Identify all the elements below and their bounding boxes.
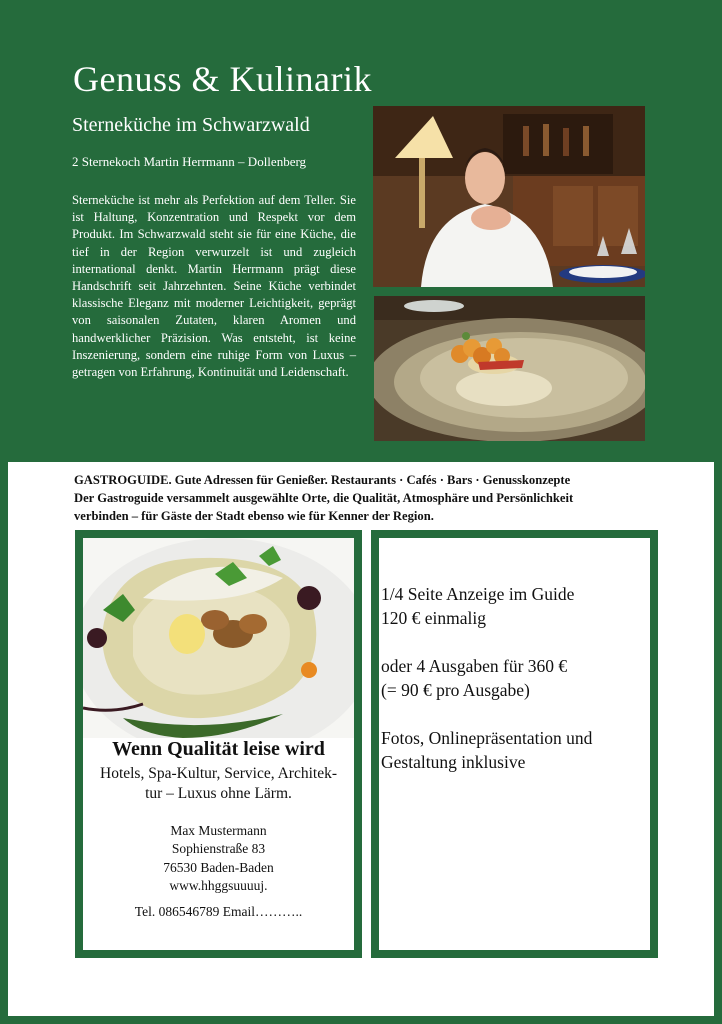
page-title: Genuss & Kulinarik — [73, 59, 372, 99]
ad-pricing-card — [371, 530, 658, 958]
card-description — [89, 764, 348, 804]
ad-line-4: (= 90 € pro Ausgabe) — [381, 680, 530, 700]
card-desc-line-1: Hotels, Spa-Kultur, Service, Architek- — [100, 765, 337, 782]
header-section — [0, 0, 722, 460]
contact-name: Max Mustermann — [170, 823, 267, 838]
ad-line-1: 1/4 Seite Anzeige im Guide — [381, 584, 575, 604]
ad-line-6: Gestaltung inklusive — [381, 752, 526, 772]
guide-line-1: GASTROGUIDE. Gute Adressen für Genießer. Restaurants · Cafés · Bars · Genusskonzepte — [74, 473, 571, 487]
dish-photo-top — [374, 296, 645, 441]
contact-phone-email: Tel. 086546789 Email……….. — [134, 904, 303, 919]
dish-photo-card — [83, 538, 354, 738]
ad-pricing-text — [381, 582, 651, 798]
contact-city: 76530 Baden-Baden — [163, 859, 274, 875]
contact-street: Sophienstraße 83 — [171, 841, 266, 857]
ad-line-2: 120 € einmalig — [381, 608, 486, 628]
chef-photo — [373, 106, 645, 287]
guide-line-3: verbinden – für Gäste der Stadt ebenso wie für Kenner der Region. — [74, 508, 434, 523]
ad-line-3: oder 4 Ausgaben für 360 € — [381, 656, 568, 676]
card-heading: Wenn Qualität leise wird — [112, 738, 325, 760]
gastroguide-intro — [74, 472, 694, 525]
listing-card — [75, 530, 362, 958]
card-desc-line-2: tur – Luxus ohne Lärm. — [145, 785, 292, 802]
ad-line-5: Fotos, Onlinepräsentation und — [381, 728, 593, 748]
intro-text: Sterneküche ist mehr als Perfektion auf dem Teller. Sie ist Haltung, Konzentration und Respekt vor dem Produkt. Im Schwarzwald steht sie für eine Küche, die tief in der Region verwurzelt ist und zugleich international denkt. Martin Herrmann prägt diese Handschrift seit Jahrzehnten. Seine Küche verbindet klassische Eleganz mit moderner Leichtigkeit, geprägt von saisonalen Zutaten, klaren Aromen und handwerklicher Präzision. Was entsteht, ist keine Inszenierung, sondern eine ruhige Form von Luxus – getragen von Erfahrung, Kontinuität und Leidenschaft. — [72, 193, 356, 380]
contact-block — [83, 822, 354, 895]
guide-line-2: Der Gastroguide versammelt ausgewählte Orte, die Qualität, Atmosphäre und Persönlichkeit — [74, 490, 574, 505]
page-subtitle: Sterneküche im Schwarzwald — [72, 114, 310, 136]
contact-website[interactable]: www.hhggsuuuuj. — [169, 877, 268, 893]
chef-line: 2 Sternekoch Martin Herrmann – Dollenberg — [72, 154, 307, 169]
